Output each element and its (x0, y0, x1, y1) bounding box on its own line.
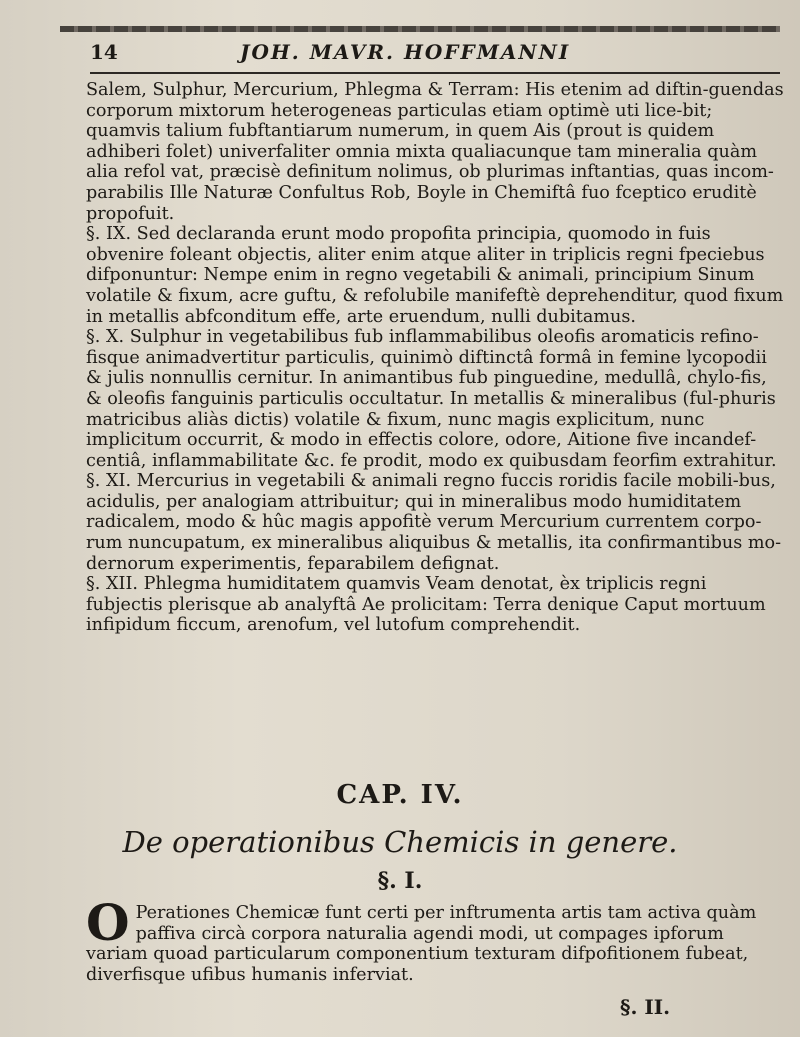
page-number: 14 (90, 40, 118, 64)
catchword-section: §. II. (620, 995, 671, 1019)
paragraph-ix: §. IX. Sed declaranda erunt modo propofita principia, quomodo in fuis obvenire foleant objectis, aliter enim atque aliter in triplicis regni fpeciebus difponuntur: Nempe enim in regno vegetabili & animali, principium Sinum volatile & fixum, acre guftu, & refolubile manifeftè deprehenditur, quod fixum in metallis abfconditum effe, arte eruendum, nulli dubitamus. (86, 224, 784, 327)
main-text (86, 80, 786, 636)
header-rule (90, 72, 780, 74)
paragraph-intro: Salem, Sulphur, Mercurium, Phlegma & Terram: His etenim ad diftin-guendas corporum mixtorum heterogeneas particulas etiam optimè uti lice-bit; quamvis talium fubftantiarum numerum, in quem Ais (prout is quidem adhiberi folet) univerfaliter omnia mixta qualiacunque tam mineralia quàm alia refol vat, præcisè definitum nolimus, ob plurimas inftantias, quas incom-parabilis Ille Naturæ Confultus Rob, Boyle in Chemiftâ fuo fceptico eruditè propofuit. (86, 80, 784, 224)
page-header (90, 40, 770, 70)
chapter-title: De operationibus Chemicis in genere. (122, 825, 678, 859)
chapter-paragraph: Perationes Chemicæ funt certi per inftrumenta artis tam activa quàm paffiva circà corpora naturalia agendi modi, ut compages ipforum variam quoad particularum componentium texturam difpofitionem fubeat, diverfisque ufibus humanis inferviat. (86, 903, 757, 985)
chapter-body (86, 893, 786, 985)
section-heading: §. I. (377, 868, 423, 894)
paragraph-x: §. X. Sulphur in vegetabilibus fub inflammabilibus oleofis aromaticis refino-fisque animadvertitur particulis, quinimò diftinctâ formâ in femine lycopodii & julis nonnullis cernitur. In animantibus fub pinguedine, medullâ, chylo-fis, & oleofis fanguinis particulis occultatur. In metallis & mineralibus (ful-phuris matricibus aliàs dictis) volatile & fixum, nunc magis explicitum, nunc implicitum occurrit, & modo in effectis colore, odore, Aitione five incandef-centiâ, inflammabilitate &c. fe prodit, modo ex quibusdam feorfim extrahitur. (86, 327, 777, 471)
top-ornament-band (60, 26, 780, 32)
chapter-heading: CAP. IV. (336, 780, 464, 810)
running-head: JOH. MAVR. HOFFMANNI (240, 40, 571, 64)
paragraph-xi: §. XI. Mercurius in vegetabili & animali regno fuccis roridis facile mobili-bus, acidulis, per analogiam attribuitur; qui in mineralibus modo humiditatem radicalem, modo & hûc magis appofitè verum Mercurium currentem corpo-rum nuncupatum, ex mineralibus aliquibus & metallis, ita confirmantibus mo-dernorum experimentis, feparabilem defignat. (86, 471, 782, 574)
paragraph-xii: §. XII. Phlegma humiditatem quamvis Veam denotat, èx triplicis regni fubjectis plerisque ab analyftâ Ae prolicitam: Terra denique Caput mortuum infipidum ficcum, arenofum, vel lutofum comprehendit. (86, 574, 766, 636)
drop-cap: O (86, 893, 130, 952)
